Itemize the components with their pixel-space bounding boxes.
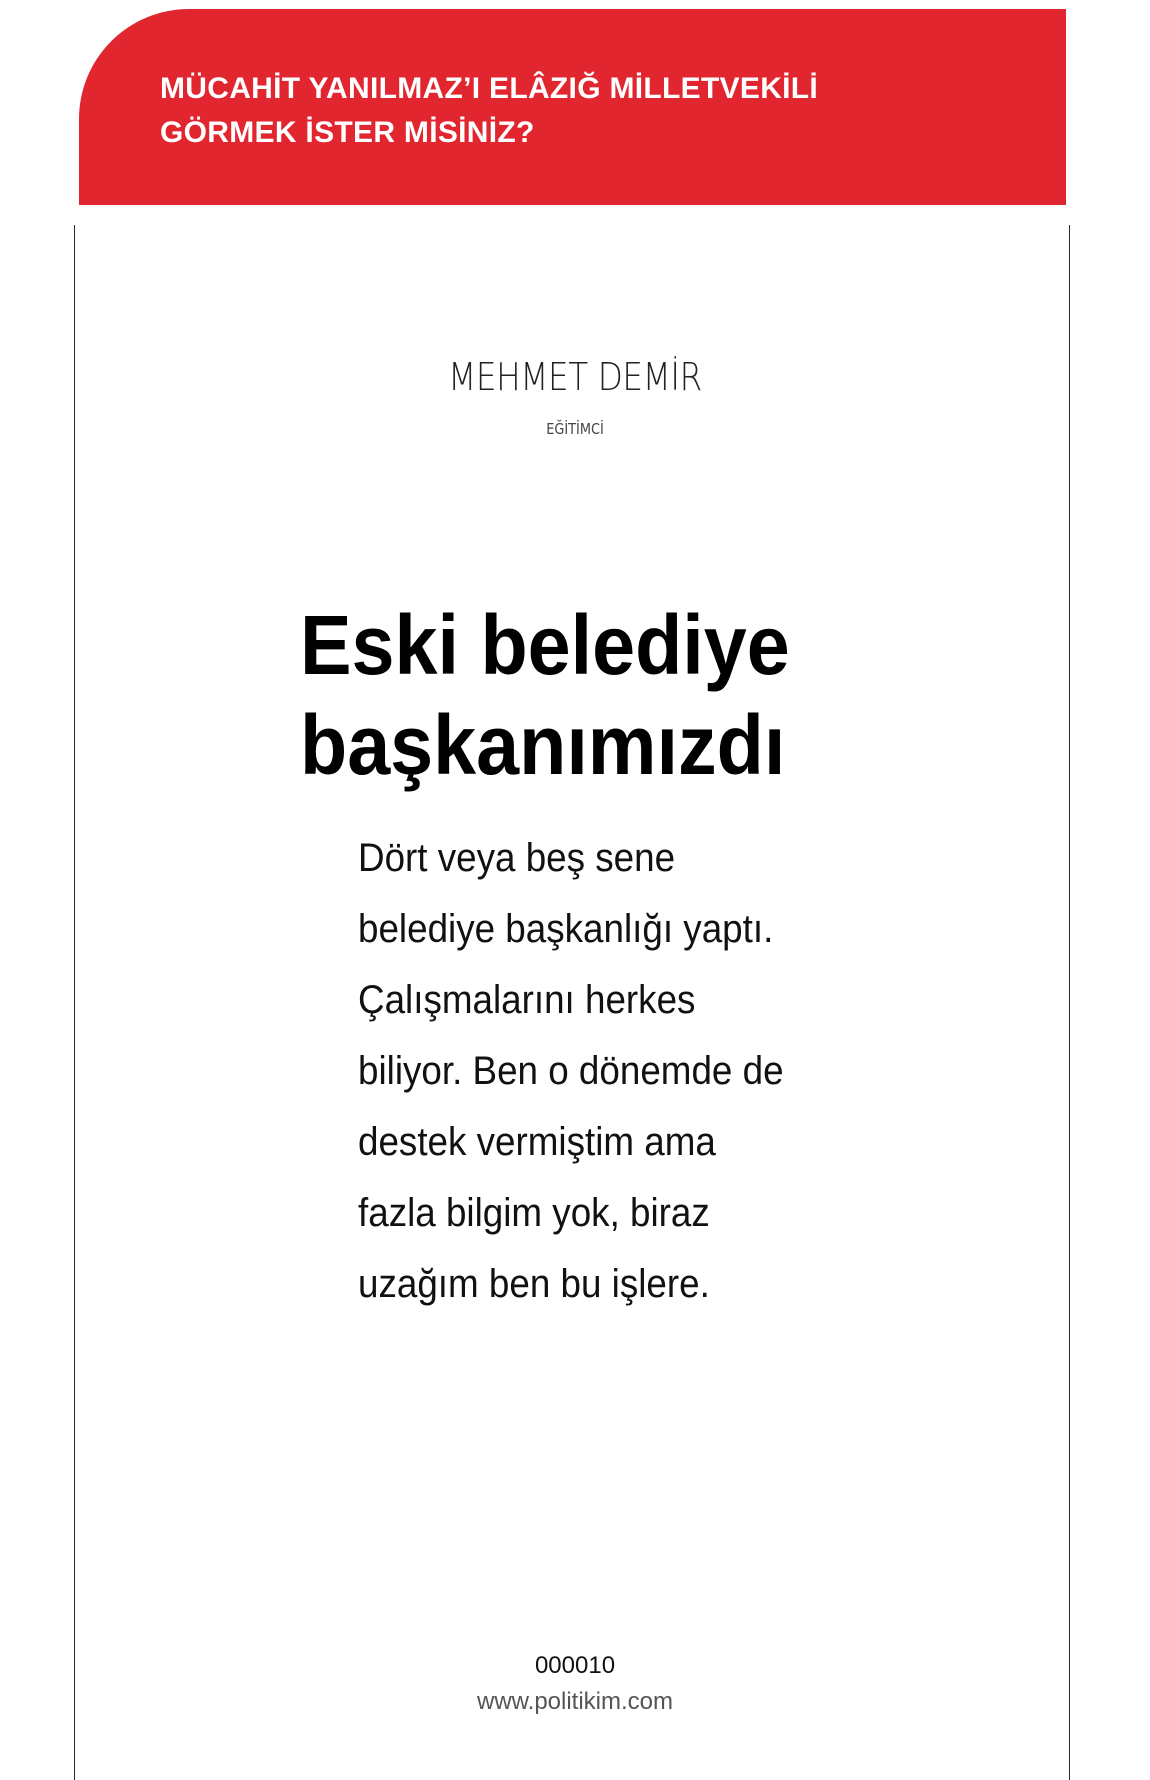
left-border-line xyxy=(74,225,75,1780)
website-link[interactable]: www.politikim.com xyxy=(476,1688,674,1715)
header-banner xyxy=(79,9,1066,205)
author-role: EĞİTİMCİ xyxy=(546,420,604,438)
banner-title: MÜCAHİT YANILMAZ’I ELÂZIĞ MİLLETVEKİLİ GÖRMEK İSTER MİSİNİZ? xyxy=(160,72,819,149)
article-headline: Eski belediye başkanımızdı xyxy=(300,598,790,792)
article-quote: Dört veya beş sene belediye başkanlığı yaptı. Çalışmalarını herkes biliyor. Ben o dönemde de destek vermiştim ama fazla bilgim yok, biraz uzağım ben bu işlere. xyxy=(358,836,784,1306)
author-name: MEHMET DEMİR xyxy=(448,355,702,399)
page-number: 000010 xyxy=(534,1652,616,1679)
right-border-line xyxy=(1069,225,1070,1780)
